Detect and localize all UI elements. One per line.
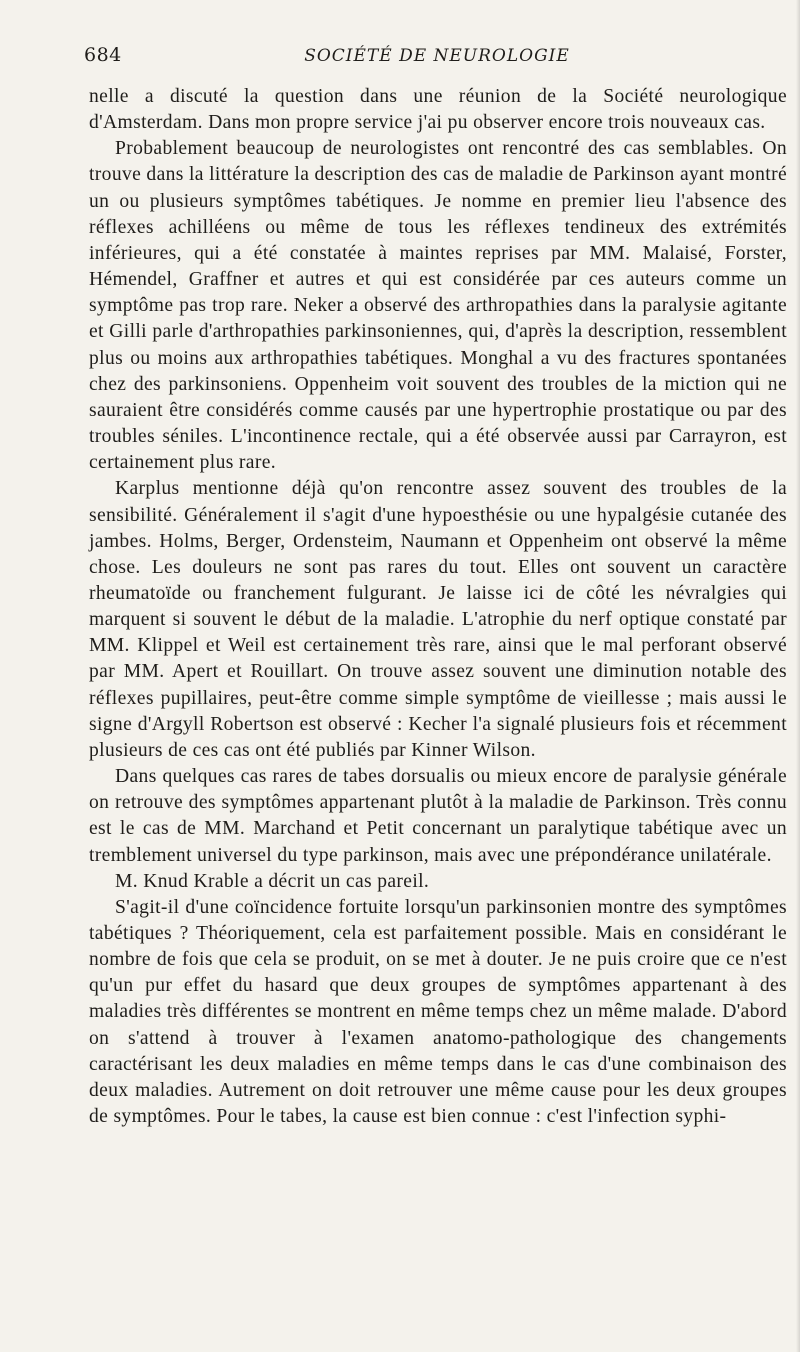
paragraph-tabes-cases: Dans quelques cas rares de tabes dorsualis ou mieux encore de paralysie générale on retrouve des symptômes appartenant plutôt à la maladie de Parkinson. Très connu est le cas de MM. Marchand et Petit concernant un paralytique tabétique avec un tremblement universel du type parkinson, mais avec une prépondérance unilatérale. — [89, 766, 787, 866]
paragraph-sensory-troubles: Karplus mentionne déjà qu'on rencontre assez souvent des troubles de la sensibilité. Généralement il s'agit d'une hypoesthésie ou une hypalgésie cutanée des jambes. Holms, Berger, Ordensteim, Naumann et Oppenheim ont observé la même chose. Les douleurs ne sont pas rares du tout. Elles ont souvent un caractère rheumatoïde ou franchement fulgurant. Je laisse ici de côté les névralgies qui marquent si souvent le début de la maladie. L'atrophie du nerf optique constaté par MM. Klippel et Weil est certainement très rare, ainsi que le mal perforant observé par MM. Apert et Rouillart. On trouve assez souvent une diminution notable des réflexes pupillaires, peut-être comme simple symptôme de vieillesse ; mais aussi le signe d'Argyll Robertson est observé : Kecher l'a signalé plusieurs fois et récemment plusieurs de ces cas ont été publiés par Kinner Wilson. — [89, 478, 787, 761]
page-edge-shadow — [796, 0, 800, 1352]
page-header — [84, 44, 790, 70]
paragraph-continued: nelle a discuté la question dans une réunion de la Société neurologique d'Amsterdam. Dans mon propre service j'ai pu observer encore trois nouveaux cas. — [89, 86, 787, 134]
paragraph-coincidence-question: S'agit-il d'une coïncidence fortuite lorsqu'un parkinsonien montre des symptômes tabétiques ? Théoriquement, cela est parfaitement possible. Mais en considérant le nombre de fois que cela se produit, on se met à douter. Je ne puis croire que ce n'est qu'un pur effet du hasard que deux groupes de symptômes appartenant à des maladies très différentes se montrent en même temps chez un même malade. D'abord on s'attend à trouver à l'examen anatomo-pathologique des changements caractérisant les deux maladies en même temps dans le cas d'une combinaison des deux maladies. Autrement on doit retrouver une même cause pour les deux groupes de symptômes. Pour le tabes, la cause est bien connue : c'est l'infection syphi- — [89, 896, 787, 1128]
paragraph-krable-case: M. Knud Krable a décrit un cas pareil. — [115, 870, 430, 892]
page-number: 684 — [84, 44, 122, 66]
running-title: SOCIÉTÉ DE NEUROLOGIE — [304, 46, 570, 66]
article-body — [89, 84, 787, 1130]
paragraph-symptoms-literature: Probablement beaucoup de neurologistes ont rencontré des cas semblables. On trouve dans la littérature la description des cas de maladie de Parkinson ayant montré un ou plusieurs symptômes tabétiques. Je nomme en premier lieu l'absence des réflexes achilléens ou même de tous les réflexes tendineux des extrémités inférieures, qui a été constatée à maintes reprises par MM. Malaisé, Forster, Hémendel, Graffner et autres et qui est considérée par ces auteurs comme un symptôme pas trop rare. Neker a observé des arthropathies dans la paralysie agitante et Gilli parle d'arthropathies parkinsoniennes, qui, d'après la description, ressemblent plus ou moins aux arthropathies tabétiques. Monghal a vu des fractures spontanées chez des parkinsoniens. Oppenheim voit souvent des troubles de la miction qui ne sauraient être considérés comme causés par une hypertrophie prostatique ou par des troubles séniles. L'incontinence rectale, qui a été observée aussi par Carrayron, est certainement plus rare. — [89, 138, 787, 474]
